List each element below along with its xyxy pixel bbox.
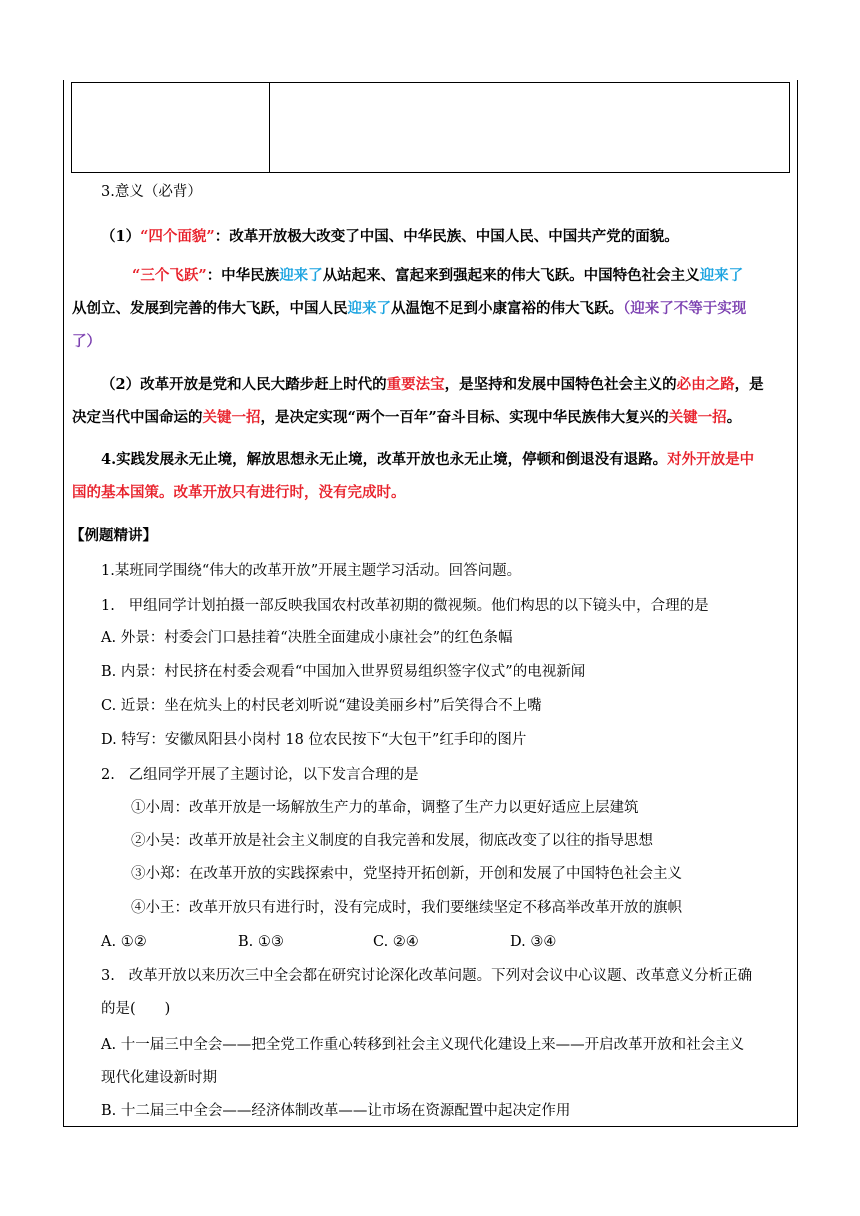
p3-i: 关键一招 [668,409,727,426]
q3-stem-line2: 的是( ) [101,1001,171,1017]
p2-d: 迎来了 [699,267,744,284]
p3-c: ，是坚持和发展中国特色社会主义的 [444,376,677,393]
p2-note1: （迎来了不等于实现 [623,300,747,317]
q3-option-a-line2: 现代化建设新时期 [101,1070,217,1086]
significance-p2-line1 [132,266,743,286]
examples-intro: 1.某班同学围绕“伟大的改革开放”开展主题学习活动。回答问题。 [101,563,522,579]
significance-p4-line2: 国的基本国策。改革开放只有进行时，没有完成时。 [72,484,406,501]
p3-a: （2）改革开放是党和人民大踏步赶上时代的 [101,376,387,393]
p2-a: ：中华民族 [206,267,280,284]
q2-statement-4: ④小王：改革开放只有进行时，没有完成时，我们要继续坚定不移高举改革开放的旗帜 [131,900,682,916]
p3-h: ，是决定实现“两个一百年”奋斗目标、实现中华民族伟大复兴的 [260,409,669,426]
p4-a: 4.实践发展永无止境，解放思想永无止境，改革开放也永无止境，停顿和倒退没有退路。 [101,451,668,468]
significance-p1 [101,227,679,247]
q1-stem-text: 甲组同学计划拍摄一部反映我国农村改革初期的微视频。他们构思的以下镜头中，合理的是 [128,598,709,614]
p3-b: 重要法宝 [386,376,445,393]
p4-b: 对外开放是中 [667,451,755,468]
p2-f: 迎来了 [347,300,391,317]
significance-heading: 3.意义（必背） [101,184,202,200]
significance-p2-line2 [72,299,746,319]
p3-g: 关键一招 [202,409,261,426]
q1-option-c: C. 近景：坐在炕头上的村民老刘听说“建设美丽乡村”后笑得合不上嘴 [101,698,542,714]
q2-statement-3: ③小郑：在改革开放的实践探索中，党坚持开拓创新，开创和发展了中国特色社会主义 [131,866,682,882]
q1-option-a: A. 外景：村委会门口悬挂着“决胜全面建成小康社会”的红色条幅 [101,630,513,646]
table-divider [269,83,270,172]
p2-b: 迎来了 [279,267,323,284]
q2-statement-2: ②小吴：改革开放是社会主义制度的自我完善和发展，彻底改变了以往的指导思想 [131,833,653,849]
q3-option-b: B. 十二届三中全会——经济体制改革——让市场在资源配置中起决定作用 [101,1103,571,1119]
significance-p3-line1 [101,375,764,395]
q3-stem-text: 改革开放以来历次三中全会都在研究讨论深化改革问题。下列对会议中心议题、改革意义分析正确 [128,968,753,984]
p1-term: “四个面貌” [140,228,215,245]
p2-e: 从创立、发展到完善的伟大飞跃，中国人民 [72,300,348,317]
q3-stem-line1 [101,966,752,986]
significance-p2-line3: 了） [72,333,101,350]
p2-g: 从温饱不足到小康富裕的伟大飞跃。 [391,300,623,317]
p2-c: 从站起来、富起来到强起来的伟大飞跃。中国特色社会主义 [322,267,700,284]
q2-stem [101,765,419,785]
p3-d: 必由之路 [676,376,735,393]
q3-option-a-line1: A. 十一届三中全会——把全党工作重心转移到社会主义现代化建设上来——开启改革开放和社会主义 [101,1037,745,1053]
q2-number: 2. [101,767,115,783]
q1-stem [101,596,709,616]
q2-stem-text: 乙组同学开展了主题讨论，以下发言合理的是 [128,767,419,783]
q2-statement-1: ①小周：改革开放是一场解放生产力的革命，调整了生产力以更好适应上层建筑 [131,800,639,816]
q1-option-d: D. 特写：安徽凤阳县小岗村 18 位农民按下“大包干”红手印的图片 [101,732,527,748]
answer-table [71,82,790,173]
q2-choice-d: D. ③④ [510,934,557,950]
significance-p4-line1 [101,450,754,470]
q2-choice-c: C. ②④ [373,934,419,950]
p3-e: ，是 [734,376,764,393]
p3-j: 。 [726,409,742,426]
significance-p3-line2 [72,408,741,428]
examples-heading: 【例题精讲】 [70,527,157,544]
p1-text: ：改革开放极大改变了中国、中华民族、中国人民、中国共产党的面貌。 [214,228,679,245]
p3-f: 决定当代中国命运的 [72,409,203,426]
q2-choice-a: A. ①② [101,934,147,950]
q2-choice-b: B. ①③ [238,934,284,950]
q1-option-b: B. 内景：村民挤在村委会观看“中国加入世界贸易组织签字仪式”的电视新闻 [101,664,586,680]
q1-number: 1. [101,598,115,614]
p2-term: “三个飞跃” [132,267,207,284]
q3-number: 3. [101,968,115,984]
p1-prefix: （1） [101,228,141,245]
